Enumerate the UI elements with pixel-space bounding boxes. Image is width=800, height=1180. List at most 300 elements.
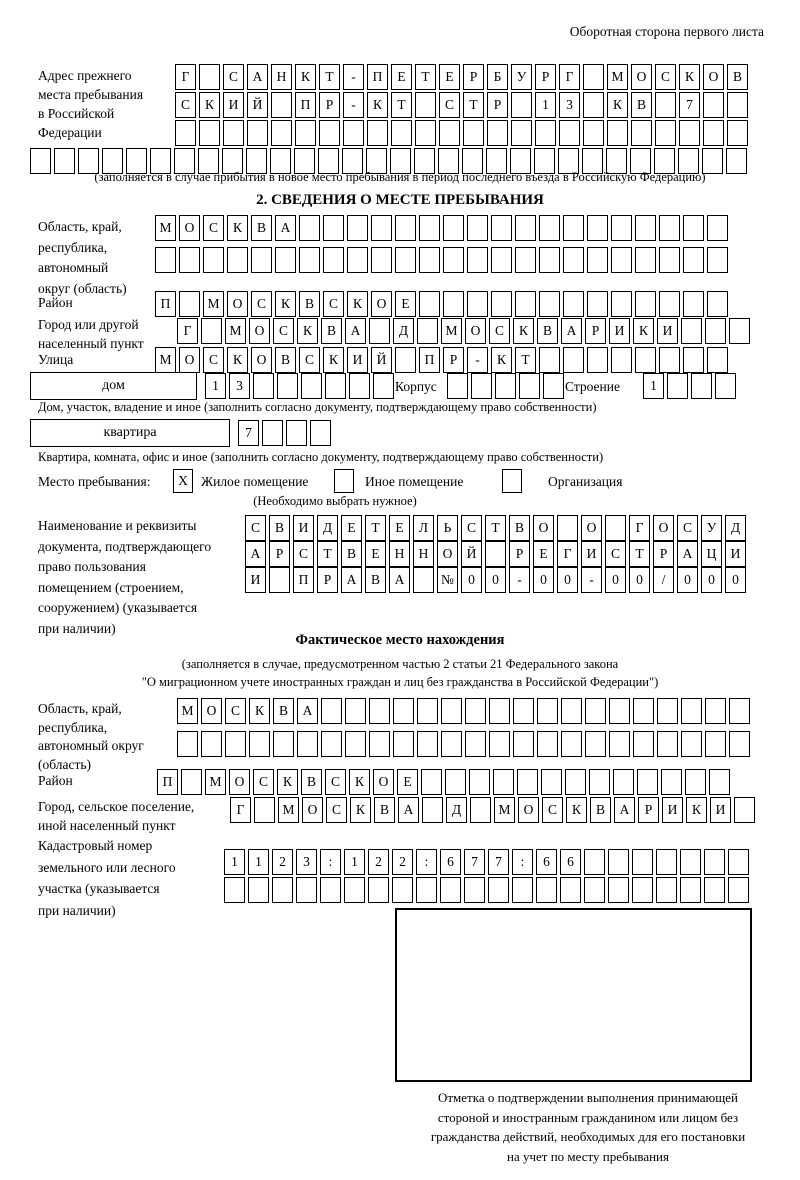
char-cell[interactable]: [491, 247, 512, 273]
char-cell[interactable]: М: [278, 797, 299, 823]
char-cell[interactable]: [419, 247, 440, 273]
char-cell[interactable]: В: [251, 215, 272, 241]
char-cell[interactable]: Р: [443, 347, 464, 373]
char-cell[interactable]: С: [299, 347, 320, 373]
char-cell[interactable]: [656, 877, 677, 903]
char-cell[interactable]: 2: [392, 849, 413, 875]
char-cell[interactable]: О: [227, 291, 248, 317]
char-cell[interactable]: [415, 120, 436, 146]
char-cell[interactable]: [417, 731, 438, 757]
char-cell[interactable]: [705, 698, 726, 724]
char-cell[interactable]: 3: [229, 373, 250, 399]
char-cell[interactable]: [539, 215, 560, 241]
char-cell[interactable]: В: [341, 541, 362, 567]
char-cell[interactable]: [611, 215, 632, 241]
char-cell[interactable]: [447, 373, 468, 399]
char-cell[interactable]: [179, 291, 200, 317]
char-cell[interactable]: 6: [536, 849, 557, 875]
char-cell[interactable]: В: [275, 347, 296, 373]
char-cell[interactable]: [421, 769, 442, 795]
char-cell[interactable]: 0: [461, 567, 482, 593]
char-cell[interactable]: [343, 120, 364, 146]
char-cell[interactable]: [683, 291, 704, 317]
char-cell[interactable]: [286, 420, 307, 446]
char-cell[interactable]: С: [223, 64, 244, 90]
char-cell[interactable]: К: [367, 92, 388, 118]
char-cell[interactable]: [320, 877, 341, 903]
other-premise-checkbox[interactable]: [334, 469, 354, 493]
char-cell[interactable]: С: [542, 797, 563, 823]
char-cell[interactable]: [393, 698, 414, 724]
char-cell[interactable]: [587, 215, 608, 241]
char-cell[interactable]: [563, 247, 584, 273]
char-cell[interactable]: А: [561, 318, 582, 344]
char-cell[interactable]: С: [677, 515, 698, 541]
char-cell[interactable]: [704, 849, 725, 875]
char-cell[interactable]: К: [679, 64, 700, 90]
char-cell[interactable]: П: [155, 291, 176, 317]
char-cell[interactable]: О: [251, 347, 272, 373]
char-cell[interactable]: -: [509, 567, 530, 593]
char-cell[interactable]: [631, 120, 652, 146]
char-cell[interactable]: 2: [368, 849, 389, 875]
char-cell[interactable]: [707, 215, 728, 241]
char-cell[interactable]: К: [275, 291, 296, 317]
char-cell[interactable]: И: [347, 347, 368, 373]
char-cell[interactable]: [369, 731, 390, 757]
char-cell[interactable]: О: [179, 347, 200, 373]
char-cell[interactable]: О: [465, 318, 486, 344]
char-cell[interactable]: [369, 698, 390, 724]
char-cell[interactable]: [325, 373, 346, 399]
char-cell[interactable]: [422, 797, 443, 823]
char-cell[interactable]: 0: [725, 567, 746, 593]
char-cell[interactable]: И: [293, 515, 314, 541]
char-cell[interactable]: К: [297, 318, 318, 344]
char-cell[interactable]: [248, 877, 269, 903]
char-cell[interactable]: И: [581, 541, 602, 567]
char-cell[interactable]: П: [157, 769, 178, 795]
char-cell[interactable]: [439, 120, 460, 146]
char-cell[interactable]: С: [323, 291, 344, 317]
char-cell[interactable]: [632, 877, 653, 903]
char-cell[interactable]: :: [512, 849, 533, 875]
char-cell[interactable]: [415, 92, 436, 118]
char-cell[interactable]: В: [374, 797, 395, 823]
char-cell[interactable]: С: [245, 515, 266, 541]
char-cell[interactable]: [519, 373, 540, 399]
char-cell[interactable]: [469, 769, 490, 795]
char-cell[interactable]: С: [293, 541, 314, 567]
char-cell[interactable]: [511, 92, 532, 118]
char-cell[interactable]: 1: [535, 92, 556, 118]
char-cell[interactable]: [321, 731, 342, 757]
char-cell[interactable]: [585, 731, 606, 757]
char-cell[interactable]: Р: [269, 541, 290, 567]
char-cell[interactable]: [395, 247, 416, 273]
char-cell[interactable]: О: [201, 698, 222, 724]
char-cell[interactable]: [392, 877, 413, 903]
char-cell[interactable]: К: [349, 769, 370, 795]
char-cell[interactable]: [345, 698, 366, 724]
char-cell[interactable]: [584, 877, 605, 903]
char-cell[interactable]: С: [489, 318, 510, 344]
char-cell[interactable]: [203, 247, 224, 273]
char-cell[interactable]: [659, 291, 680, 317]
char-cell[interactable]: Й: [461, 541, 482, 567]
char-cell[interactable]: [416, 877, 437, 903]
char-cell[interactable]: Р: [585, 318, 606, 344]
char-cell[interactable]: [729, 318, 750, 344]
char-cell[interactable]: 0: [701, 567, 722, 593]
char-cell[interactable]: К: [566, 797, 587, 823]
char-cell[interactable]: [728, 877, 749, 903]
char-cell[interactable]: :: [416, 849, 437, 875]
char-cell[interactable]: [495, 373, 516, 399]
char-cell[interactable]: О: [249, 318, 270, 344]
char-cell[interactable]: Е: [395, 291, 416, 317]
char-cell[interactable]: В: [631, 92, 652, 118]
char-cell[interactable]: Г: [175, 64, 196, 90]
char-cell[interactable]: М: [155, 215, 176, 241]
char-cell[interactable]: [587, 247, 608, 273]
char-cell[interactable]: [199, 120, 220, 146]
char-cell[interactable]: А: [341, 567, 362, 593]
char-cell[interactable]: Б: [487, 64, 508, 90]
char-cell[interactable]: Д: [446, 797, 467, 823]
char-cell[interactable]: М: [177, 698, 198, 724]
char-cell[interactable]: К: [227, 347, 248, 373]
char-cell[interactable]: [269, 567, 290, 593]
char-cell[interactable]: [659, 215, 680, 241]
char-cell[interactable]: :: [320, 849, 341, 875]
char-cell[interactable]: [585, 698, 606, 724]
char-cell[interactable]: [273, 731, 294, 757]
char-cell[interactable]: В: [509, 515, 530, 541]
char-cell[interactable]: [299, 247, 320, 273]
char-cell[interactable]: [704, 877, 725, 903]
char-cell[interactable]: [635, 247, 656, 273]
char-cell[interactable]: [463, 120, 484, 146]
char-cell[interactable]: Н: [389, 541, 410, 567]
char-cell[interactable]: 7: [464, 849, 485, 875]
char-cell[interactable]: С: [325, 769, 346, 795]
char-cell[interactable]: Е: [397, 769, 418, 795]
char-cell[interactable]: Т: [319, 64, 340, 90]
char-cell[interactable]: К: [633, 318, 654, 344]
char-cell[interactable]: [657, 731, 678, 757]
char-cell[interactable]: [715, 373, 736, 399]
char-cell[interactable]: [417, 318, 438, 344]
char-cell[interactable]: В: [727, 64, 748, 90]
char-cell[interactable]: 6: [560, 849, 581, 875]
char-cell[interactable]: К: [249, 698, 270, 724]
char-cell[interactable]: [249, 731, 270, 757]
char-cell[interactable]: К: [686, 797, 707, 823]
char-cell[interactable]: В: [299, 291, 320, 317]
char-cell[interactable]: 2: [272, 849, 293, 875]
char-cell[interactable]: 1: [248, 849, 269, 875]
char-cell[interactable]: [587, 347, 608, 373]
char-cell[interactable]: [373, 373, 394, 399]
char-cell[interactable]: С: [251, 291, 272, 317]
char-cell[interactable]: [707, 247, 728, 273]
char-cell[interactable]: [489, 731, 510, 757]
char-cell[interactable]: [709, 769, 730, 795]
char-cell[interactable]: С: [203, 215, 224, 241]
char-cell[interactable]: [296, 877, 317, 903]
char-cell[interactable]: [467, 215, 488, 241]
char-cell[interactable]: С: [605, 541, 626, 567]
char-cell[interactable]: Е: [391, 64, 412, 90]
char-cell[interactable]: Е: [439, 64, 460, 90]
char-cell[interactable]: Т: [629, 541, 650, 567]
char-cell[interactable]: Р: [535, 64, 556, 90]
char-cell[interactable]: О: [581, 515, 602, 541]
char-cell[interactable]: В: [301, 769, 322, 795]
char-cell[interactable]: Е: [365, 541, 386, 567]
residential-premise-checkbox[interactable]: X: [173, 469, 193, 493]
char-cell[interactable]: [181, 769, 202, 795]
char-cell[interactable]: [349, 373, 370, 399]
char-cell[interactable]: [635, 291, 656, 317]
char-cell[interactable]: [299, 215, 320, 241]
char-cell[interactable]: [301, 373, 322, 399]
char-cell[interactable]: А: [247, 64, 268, 90]
char-cell[interactable]: [367, 120, 388, 146]
char-cell[interactable]: [537, 731, 558, 757]
char-cell[interactable]: №: [437, 567, 458, 593]
char-cell[interactable]: /: [653, 567, 674, 593]
char-cell[interactable]: П: [367, 64, 388, 90]
char-cell[interactable]: [685, 769, 706, 795]
char-cell[interactable]: Р: [319, 92, 340, 118]
char-cell[interactable]: [175, 120, 196, 146]
char-cell[interactable]: [395, 215, 416, 241]
char-cell[interactable]: Т: [365, 515, 386, 541]
char-cell[interactable]: К: [513, 318, 534, 344]
char-cell[interactable]: В: [273, 698, 294, 724]
char-cell[interactable]: Р: [317, 567, 338, 593]
char-cell[interactable]: [277, 373, 298, 399]
char-cell[interactable]: С: [326, 797, 347, 823]
char-cell[interactable]: К: [323, 347, 344, 373]
char-cell[interactable]: [539, 247, 560, 273]
char-cell[interactable]: А: [275, 215, 296, 241]
char-cell[interactable]: Е: [341, 515, 362, 541]
char-cell[interactable]: [271, 92, 292, 118]
char-cell[interactable]: У: [511, 64, 532, 90]
char-cell[interactable]: Д: [725, 515, 746, 541]
char-cell[interactable]: М: [155, 347, 176, 373]
char-cell[interactable]: [537, 698, 558, 724]
char-cell[interactable]: Р: [638, 797, 659, 823]
char-cell[interactable]: Г: [177, 318, 198, 344]
char-cell[interactable]: 7: [238, 420, 259, 446]
char-cell[interactable]: Ц: [701, 541, 722, 567]
char-cell[interactable]: [683, 347, 704, 373]
char-cell[interactable]: В: [269, 515, 290, 541]
char-cell[interactable]: [563, 215, 584, 241]
char-cell[interactable]: [323, 247, 344, 273]
char-cell[interactable]: [464, 877, 485, 903]
char-cell[interactable]: [705, 318, 726, 344]
char-cell[interactable]: [681, 698, 702, 724]
char-cell[interactable]: [419, 215, 440, 241]
char-cell[interactable]: [729, 731, 750, 757]
char-cell[interactable]: [563, 347, 584, 373]
char-cell[interactable]: [656, 849, 677, 875]
char-cell[interactable]: -: [581, 567, 602, 593]
char-cell[interactable]: И: [657, 318, 678, 344]
char-cell[interactable]: [667, 373, 688, 399]
char-cell[interactable]: Т: [463, 92, 484, 118]
char-cell[interactable]: Д: [317, 515, 338, 541]
char-cell[interactable]: П: [419, 347, 440, 373]
char-cell[interactable]: [371, 247, 392, 273]
char-cell[interactable]: [635, 215, 656, 241]
char-cell[interactable]: [254, 797, 275, 823]
char-cell[interactable]: [319, 120, 340, 146]
char-cell[interactable]: И: [710, 797, 731, 823]
char-cell[interactable]: [543, 373, 564, 399]
char-cell[interactable]: [559, 120, 580, 146]
apartment-type-box[interactable]: квартира: [30, 419, 230, 447]
char-cell[interactable]: Г: [629, 515, 650, 541]
char-cell[interactable]: [272, 877, 293, 903]
char-cell[interactable]: [681, 731, 702, 757]
char-cell[interactable]: Е: [389, 515, 410, 541]
char-cell[interactable]: [262, 420, 283, 446]
char-cell[interactable]: [605, 515, 626, 541]
char-cell[interactable]: [443, 247, 464, 273]
char-cell[interactable]: [467, 247, 488, 273]
char-cell[interactable]: [707, 347, 728, 373]
char-cell[interactable]: С: [175, 92, 196, 118]
char-cell[interactable]: И: [609, 318, 630, 344]
char-cell[interactable]: 7: [679, 92, 700, 118]
char-cell[interactable]: А: [614, 797, 635, 823]
char-cell[interactable]: [583, 120, 604, 146]
char-cell[interactable]: Т: [391, 92, 412, 118]
char-cell[interactable]: [347, 247, 368, 273]
char-cell[interactable]: О: [373, 769, 394, 795]
char-cell[interactable]: [703, 92, 724, 118]
char-cell[interactable]: [199, 64, 220, 90]
char-cell[interactable]: А: [345, 318, 366, 344]
char-cell[interactable]: 1: [643, 373, 664, 399]
char-cell[interactable]: [493, 769, 514, 795]
char-cell[interactable]: [515, 247, 536, 273]
char-cell[interactable]: [611, 291, 632, 317]
char-cell[interactable]: Н: [271, 64, 292, 90]
char-cell[interactable]: [539, 291, 560, 317]
char-cell[interactable]: [632, 849, 653, 875]
char-cell[interactable]: [728, 849, 749, 875]
char-cell[interactable]: [485, 541, 506, 567]
char-cell[interactable]: М: [205, 769, 226, 795]
char-cell[interactable]: [251, 247, 272, 273]
char-cell[interactable]: [517, 769, 538, 795]
char-cell[interactable]: А: [398, 797, 419, 823]
char-cell[interactable]: [224, 877, 245, 903]
char-cell[interactable]: 0: [677, 567, 698, 593]
char-cell[interactable]: С: [225, 698, 246, 724]
char-cell[interactable]: [177, 731, 198, 757]
char-cell[interactable]: [512, 877, 533, 903]
char-cell[interactable]: Е: [533, 541, 554, 567]
char-cell[interactable]: [680, 849, 701, 875]
char-cell[interactable]: [179, 247, 200, 273]
char-cell[interactable]: А: [389, 567, 410, 593]
char-cell[interactable]: Р: [509, 541, 530, 567]
char-cell[interactable]: О: [229, 769, 250, 795]
char-cell[interactable]: [683, 215, 704, 241]
char-cell[interactable]: [681, 318, 702, 344]
char-cell[interactable]: Т: [415, 64, 436, 90]
char-cell[interactable]: [297, 731, 318, 757]
char-cell[interactable]: С: [253, 769, 274, 795]
char-cell[interactable]: [344, 877, 365, 903]
char-cell[interactable]: М: [607, 64, 628, 90]
char-cell[interactable]: К: [347, 291, 368, 317]
char-cell[interactable]: -: [467, 347, 488, 373]
char-cell[interactable]: 0: [485, 567, 506, 593]
char-cell[interactable]: Д: [393, 318, 414, 344]
char-cell[interactable]: [705, 731, 726, 757]
char-cell[interactable]: Т: [515, 347, 536, 373]
char-cell[interactable]: С: [655, 64, 676, 90]
char-cell[interactable]: С: [461, 515, 482, 541]
char-cell[interactable]: К: [491, 347, 512, 373]
char-cell[interactable]: И: [662, 797, 683, 823]
char-cell[interactable]: [443, 215, 464, 241]
char-cell[interactable]: [310, 420, 331, 446]
char-cell[interactable]: [691, 373, 712, 399]
char-cell[interactable]: 3: [559, 92, 580, 118]
char-cell[interactable]: [491, 291, 512, 317]
char-cell[interactable]: 0: [557, 567, 578, 593]
char-cell[interactable]: [655, 120, 676, 146]
char-cell[interactable]: М: [203, 291, 224, 317]
char-cell[interactable]: [727, 92, 748, 118]
char-cell[interactable]: [347, 215, 368, 241]
char-cell[interactable]: [271, 120, 292, 146]
char-cell[interactable]: [565, 769, 586, 795]
char-cell[interactable]: [321, 698, 342, 724]
char-cell[interactable]: Р: [487, 92, 508, 118]
char-cell[interactable]: К: [607, 92, 628, 118]
char-cell[interactable]: [607, 120, 628, 146]
char-cell[interactable]: [539, 347, 560, 373]
char-cell[interactable]: [440, 877, 461, 903]
char-cell[interactable]: [659, 347, 680, 373]
char-cell[interactable]: [275, 247, 296, 273]
char-cell[interactable]: 7: [488, 849, 509, 875]
char-cell[interactable]: [253, 373, 274, 399]
char-cell[interactable]: [637, 769, 658, 795]
char-cell[interactable]: А: [245, 541, 266, 567]
organization-checkbox[interactable]: [502, 469, 522, 493]
char-cell[interactable]: [587, 291, 608, 317]
char-cell[interactable]: [368, 877, 389, 903]
char-cell[interactable]: К: [227, 215, 248, 241]
char-cell[interactable]: [563, 291, 584, 317]
char-cell[interactable]: 0: [605, 567, 626, 593]
char-cell[interactable]: [470, 797, 491, 823]
char-cell[interactable]: [633, 731, 654, 757]
char-cell[interactable]: [703, 120, 724, 146]
